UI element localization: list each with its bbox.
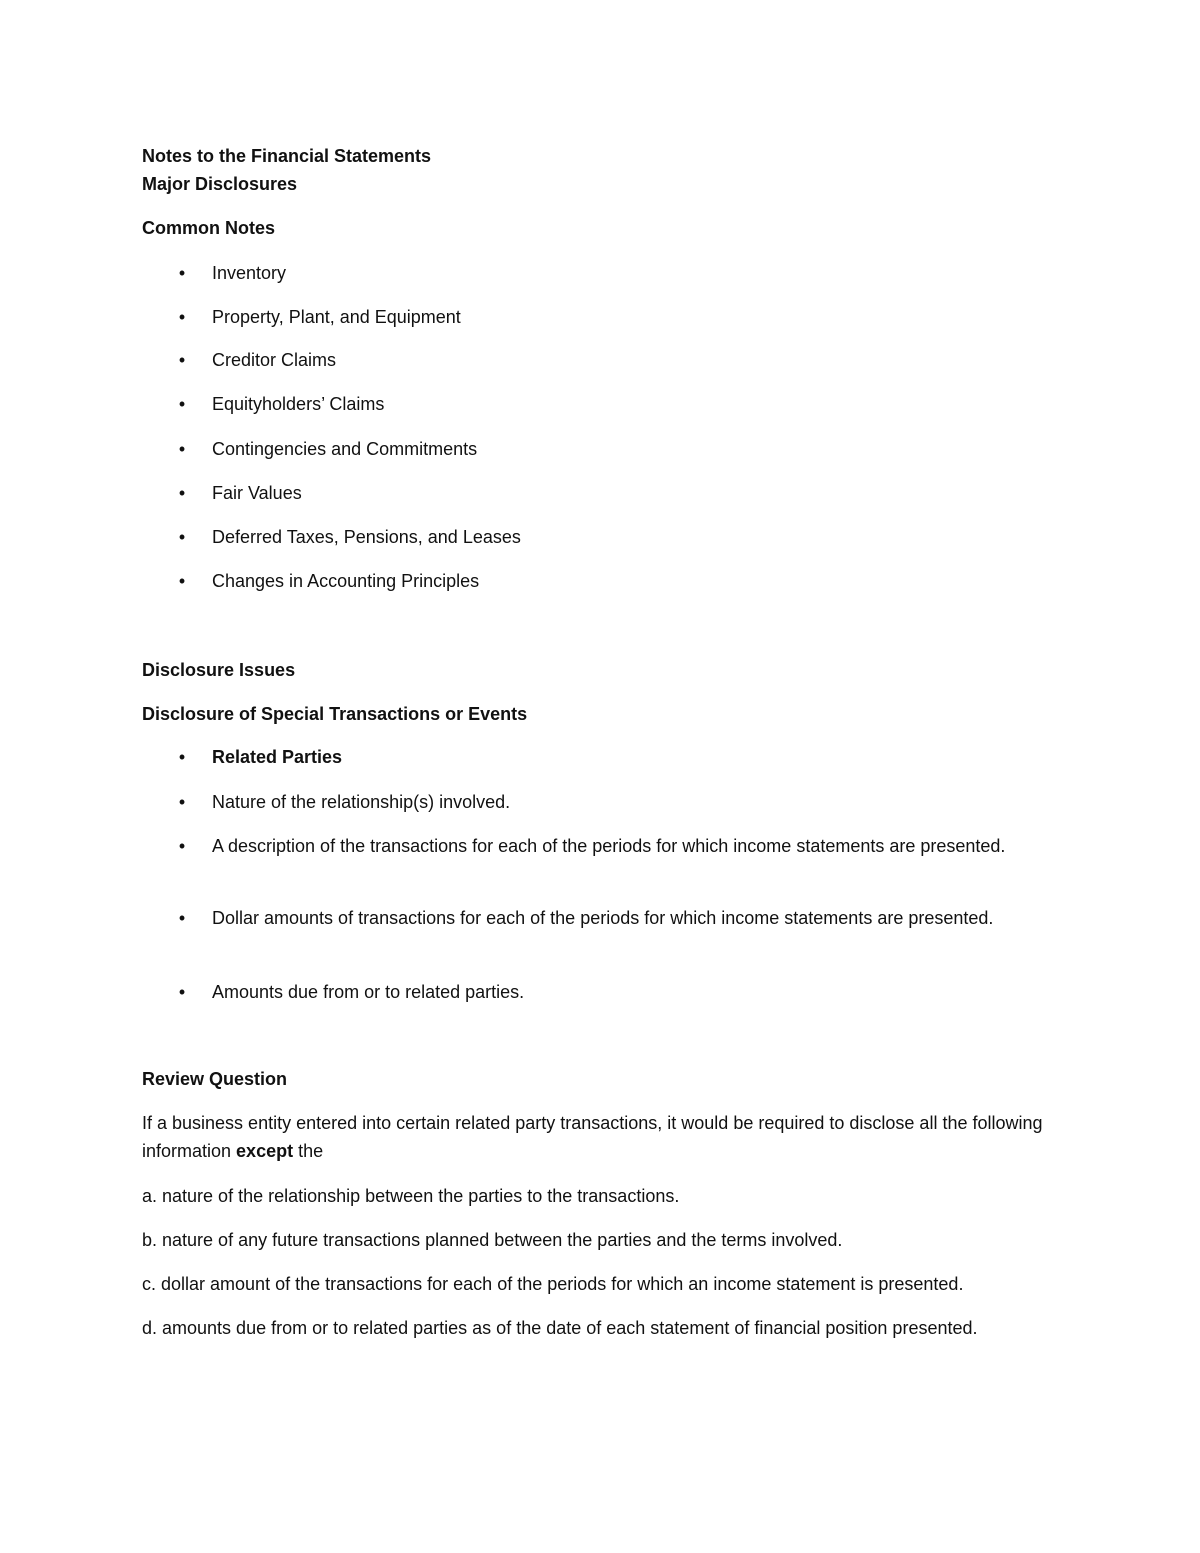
bullet-icon: •	[178, 908, 186, 928]
document-subtitle: Major Disclosures	[142, 174, 298, 194]
list-item-text: Related Parties	[212, 747, 343, 767]
answer-option-b: b. nature of any future transactions planned between the parties and the terms involved.	[142, 1230, 843, 1250]
document-title: Notes to the Financial Statements	[142, 146, 432, 166]
review-question-text	[142, 1109, 1072, 1165]
bullet-icon: •	[178, 263, 186, 283]
bullet-icon: •	[178, 394, 186, 414]
review-question-heading: Review Question	[142, 1069, 288, 1089]
answer-option-c: c. dollar amount of the transactions for each of the periods for which an income statement is presented.	[142, 1274, 964, 1294]
special-transactions-heading: Disclosure of Special Transactions or Events	[142, 704, 528, 724]
bullet-icon: •	[178, 350, 186, 370]
bullet-icon: •	[178, 439, 186, 459]
list-item-text: Nature of the relationship(s) involved.	[212, 792, 511, 812]
bullet-icon: •	[178, 571, 186, 591]
bullet-icon: •	[178, 527, 186, 547]
common-notes-heading: Common Notes	[142, 218, 276, 238]
list-item-text: Amounts due from or to related parties.	[212, 982, 525, 1002]
list-item-text: Contingencies and Commitments	[212, 439, 478, 459]
question-end: the	[293, 1141, 324, 1161]
list-item-text: Deferred Taxes, Pensions, and Leases	[212, 527, 521, 547]
answer-option-a: a. nature of the relationship between the parties to the transactions.	[142, 1186, 680, 1206]
question-start: If a business entity entered into certain related party transactions, it would be required to disclose all the following information	[142, 1113, 1043, 1161]
bullet-icon: •	[178, 307, 186, 327]
list-item-text: Changes in Accounting Principles	[212, 571, 480, 591]
bullet-icon: •	[178, 982, 186, 1002]
list-item-text: A description of the transactions for each of the periods for which income statements are presented.	[212, 836, 1006, 856]
list-item-text: Inventory	[212, 263, 287, 283]
list-item-text: Equityholders’ Claims	[212, 394, 385, 414]
bullet-icon: •	[178, 747, 186, 767]
bullet-icon: •	[178, 836, 186, 856]
list-item-text: Dollar amounts of transactions for each of the periods for which income statements are presented.	[212, 908, 994, 928]
list-item-text: Property, Plant, and Equipment	[212, 307, 461, 327]
disclosure-issues-heading: Disclosure Issues	[142, 660, 296, 680]
question-emphasis: except	[236, 1141, 294, 1161]
list-item-text: Creditor Claims	[212, 350, 337, 370]
bullet-icon: •	[178, 483, 186, 503]
list-item-text: Fair Values	[212, 483, 302, 503]
answer-option-d: d. amounts due from or to related parties as of the date of each statement of financial position presented.	[142, 1318, 978, 1338]
bullet-icon: •	[178, 792, 186, 812]
